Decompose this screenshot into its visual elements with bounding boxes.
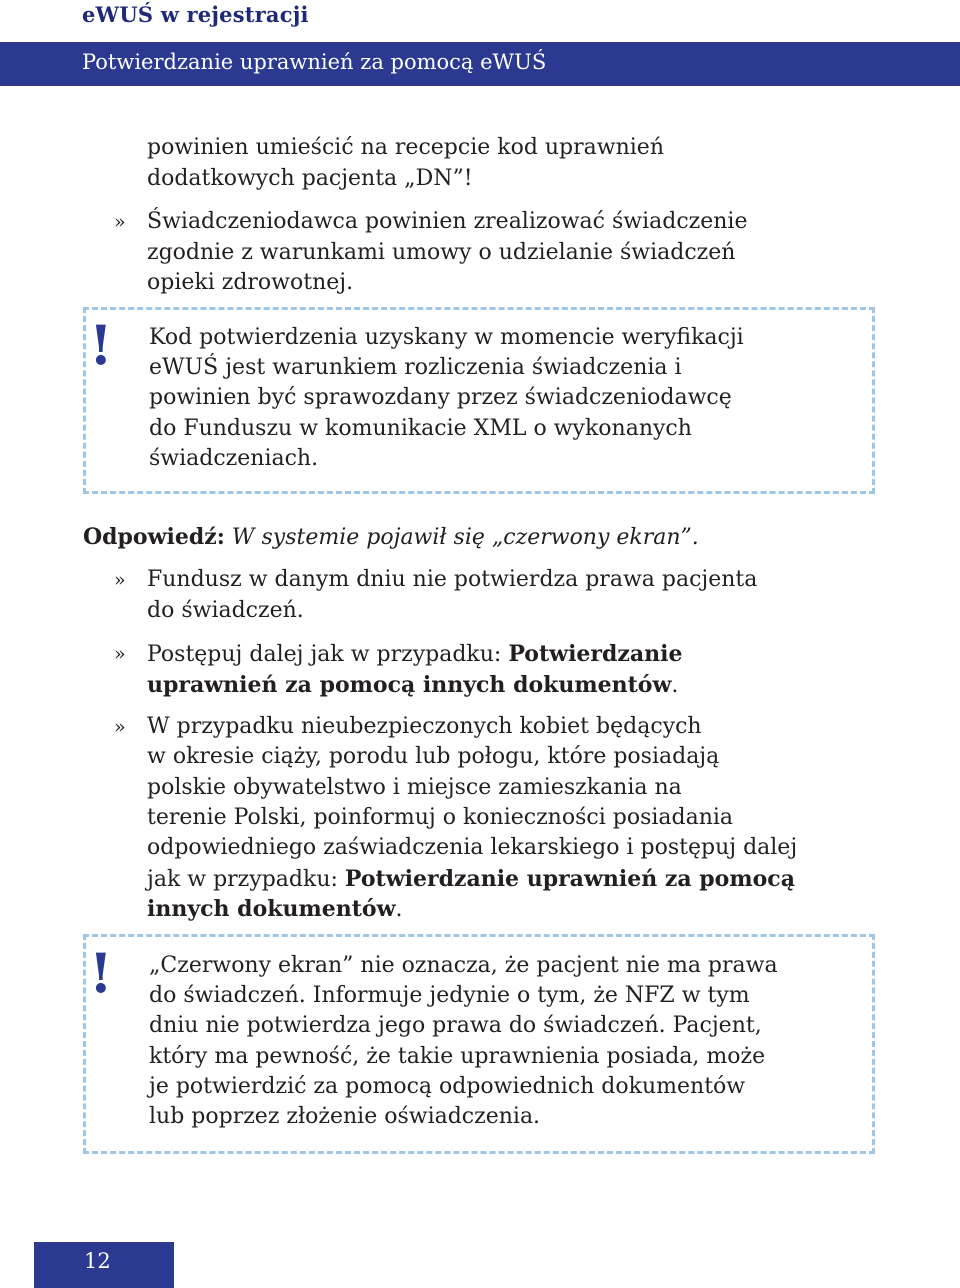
bullet-1-line-3: opieki zdrowotnej. <box>147 270 354 295</box>
bullet-1-line-1: Świadczeniodawca powinien zrealizować świadczenie <box>147 209 748 234</box>
bullet-4-line-4: terenie Polski, poinformuj o konieczności posiadania <box>147 804 734 830</box>
bullet-2-line-2: do świadczeń. <box>147 597 304 623</box>
bullet-3-line-1 <box>147 639 887 671</box>
bullet-marker: » <box>114 643 126 665</box>
note-1-line-4: do Funduszu w komunikacie XML o wykonanych <box>149 415 692 441</box>
bullet-1-line-2: zgodnie z warunkami umowy o udzielanie świadczeń <box>147 239 736 265</box>
note-1-line-5: świadczeniach. <box>149 445 319 471</box>
header-band <box>0 42 960 86</box>
page-number-box <box>34 1242 174 1288</box>
note-2-line-4: który ma pewność, że takie uprawnienia posiada, może <box>149 1043 766 1069</box>
answer-value: W systemie pojawił się „czerwony ekran”. <box>231 525 699 550</box>
bullet-marker: » <box>114 211 126 233</box>
page-number: 12 <box>84 1249 111 1273</box>
bullet-4-line-3: polskie obywatelstwo i miejsce zamieszkania na <box>147 774 682 800</box>
note-1-line-1: Kod potwierdzenia uzyskany w momencie weryfikacji <box>149 325 744 350</box>
bullet-3-bold-2: uprawnień za pomocą innych dokumentów <box>147 671 672 698</box>
bullet-3-bold-1: Potwierdzanie <box>508 641 683 667</box>
note-2-line-1: „Czerwony ekran” nie oznacza, że pacjent nie ma prawa <box>149 953 778 978</box>
bullet-4-line-6 <box>147 864 887 896</box>
bullet-4-end: . <box>395 896 403 922</box>
bullet-4-bold-2: innych dokumentów <box>147 895 396 922</box>
note-2-line-3: dniu nie potwierdza jego prawa do świadczeń. Pacjent, <box>149 1013 762 1039</box>
bullet-4-bold-1: Potwierdzanie uprawnień za pomocą <box>344 865 795 892</box>
exclamation-icon: ! <box>89 941 113 1005</box>
bullet-4-line-1: W przypadku nieubezpieczonych kobiet będących <box>147 714 702 739</box>
note-2-line-6: lub poprzez złożenie oświadczenia. <box>149 1104 541 1129</box>
bullet-3-line-2 <box>147 670 887 702</box>
bullet-2-line-1: Fundusz w danym dniu nie potwierdza prawa pacjenta <box>147 567 758 592</box>
bullet-4-prefix: jak w przypadku: <box>147 866 345 892</box>
note-1-line-3: powinien być sprawozdany przez świadczeniodawcę <box>149 385 732 411</box>
intro-line-1: powinien umieścić na recepcie kod uprawnień <box>147 135 664 160</box>
intro-line-2: dodatkowych pacjenta „DN”! <box>147 165 473 191</box>
note-1-line-2: eWUŚ jest warunkiem rozliczenia świadczenia i <box>149 355 682 381</box>
bullet-marker: » <box>114 716 126 738</box>
bullet-4-line-2: w okresie ciąży, porodu lub połogu, które posiadają <box>147 744 720 770</box>
answer <box>83 522 699 553</box>
bullet-3-prefix: Postępuj dalej jak w przypadku: <box>147 642 509 667</box>
section-title: eWUŚ w rejestracji <box>82 2 309 27</box>
bullet-marker: » <box>114 569 126 591</box>
bullet-4-line-7 <box>147 894 887 926</box>
note-2-line-5: je potwierdzić za pomocą odpowiednich dokumentów <box>149 1073 746 1099</box>
exclamation-icon: ! <box>89 313 113 377</box>
note-2-line-2: do świadczeń. Informuje jedynie o tym, że NFZ w tym <box>149 983 750 1009</box>
bullet-4-line-5: odpowiedniego zaświadczenia lekarskiego i postępuj dalej <box>147 835 798 861</box>
bullet-3-end: . <box>671 672 679 698</box>
chapter-title: Potwierdzanie uprawnień za pomocą eWUŚ <box>82 50 547 74</box>
answer-label: Odpowiedź: <box>83 524 225 550</box>
